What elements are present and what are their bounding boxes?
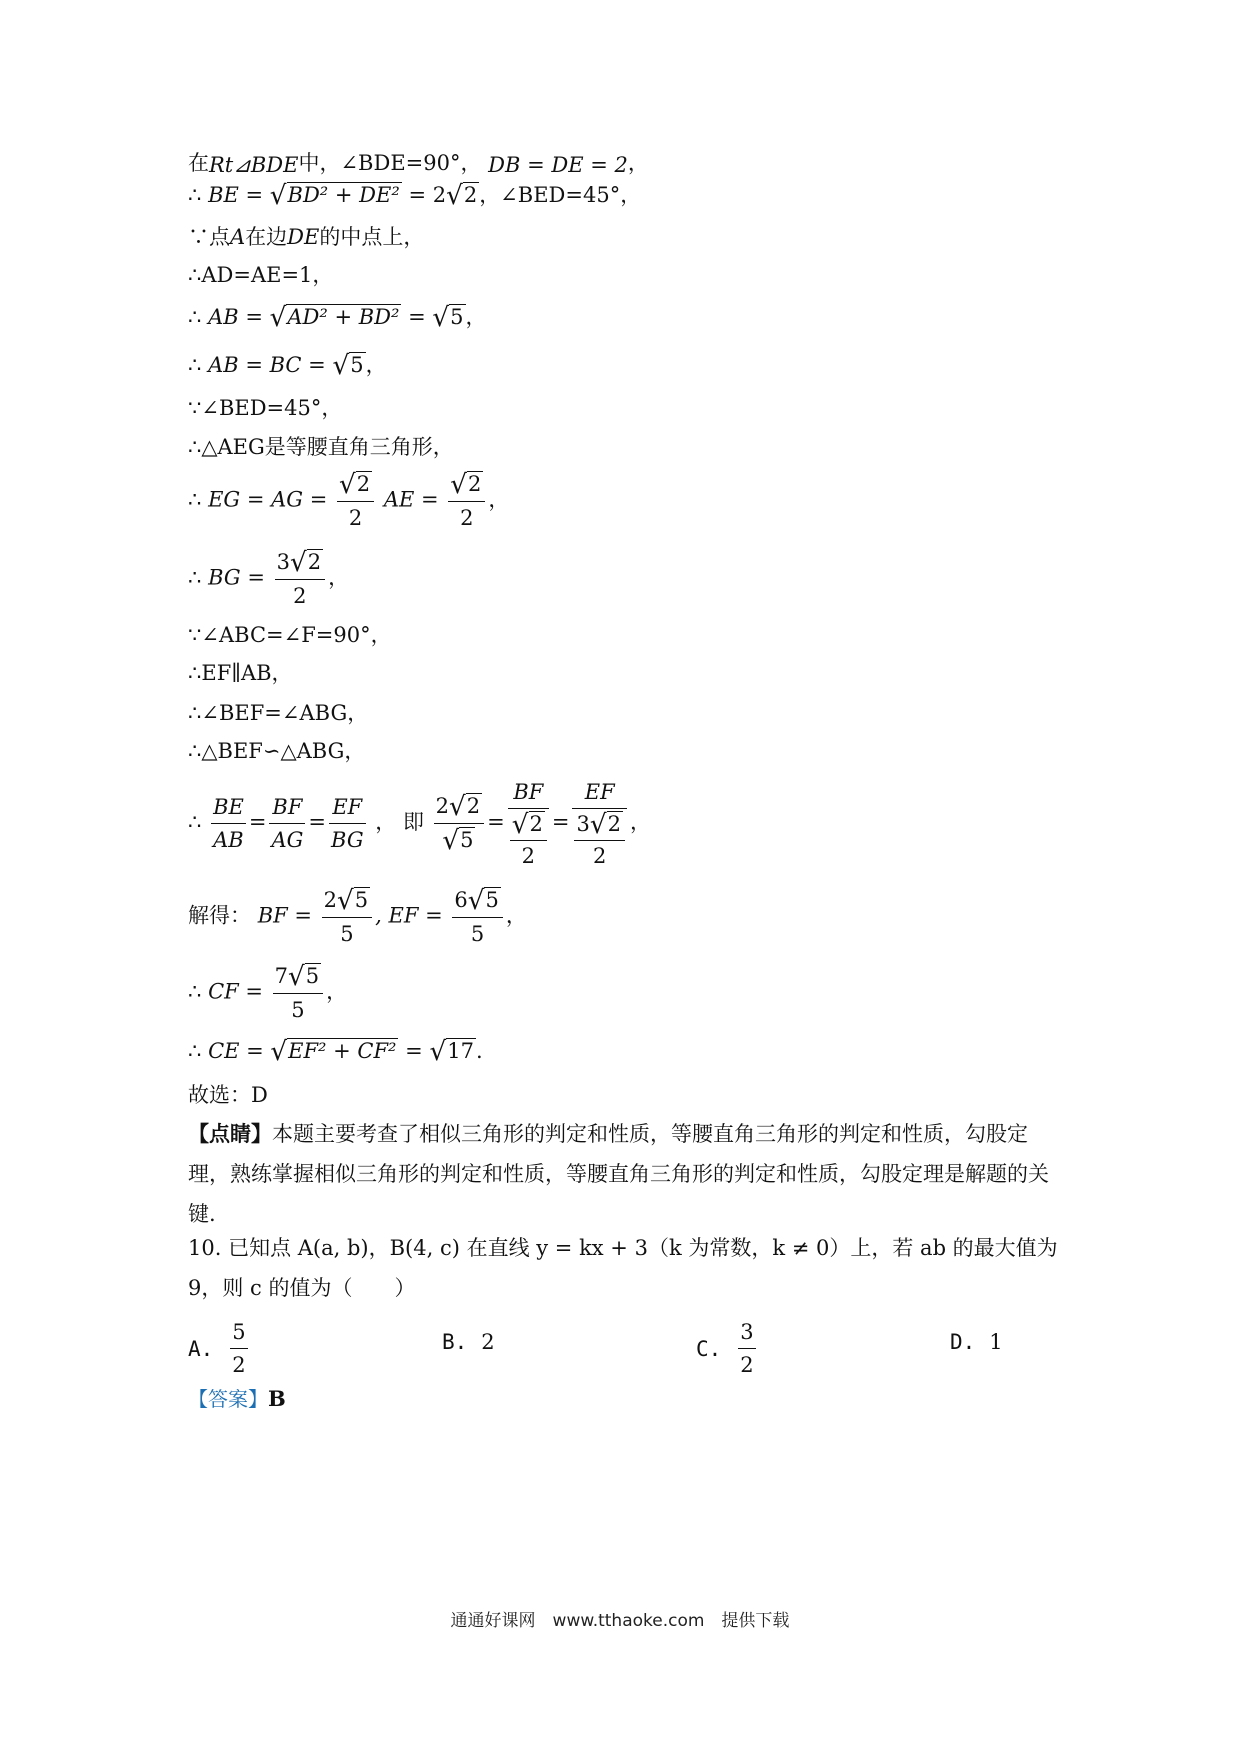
math: =: [405, 1039, 423, 1063]
commentary-tag: 【点睛】: [188, 1121, 272, 1146]
therefore-symbol: ∴: [188, 1039, 202, 1063]
option-label: C.: [696, 1336, 722, 1361]
text: ，: [460, 151, 482, 175]
math: EG = AG =: [208, 487, 328, 512]
math: A: [230, 225, 246, 249]
solution-line-5: [188, 302, 1060, 333]
question-text: 10. 已知点 A(a, b)，B(4, c) 在直线 y = kx + 3（k 为常数，k ≠ 0）上，若 ab 的最大值为 9，则 c 的值为（ ）: [188, 1236, 1058, 1300]
sqrt: √BD² + DE²: [269, 181, 400, 211]
answer-value: B: [268, 1386, 286, 1411]
fraction: $\frac{5}{2}$: [230, 1316, 247, 1381]
text: ∵∠BED=45°，: [188, 396, 343, 420]
sqrt: √5: [432, 303, 464, 333]
therefore-symbol: ∴: [188, 810, 202, 834]
math: BG =: [208, 565, 265, 590]
text: ，: [326, 979, 348, 1004]
math: , EF =: [375, 903, 443, 928]
text: ∴AD=AE=1，: [188, 263, 334, 287]
solution-line-19: [188, 1080, 1060, 1110]
math: CF =: [208, 979, 263, 1004]
radicand: BD² + DE²: [287, 183, 400, 207]
option-label: A.: [188, 1336, 214, 1361]
therefore-symbol: ∴: [188, 979, 202, 1004]
footer-text: 通通好课网 www.tthaoke.com 提供下载: [450, 1611, 790, 1631]
fraction: $\frac{2√2}{√5}$: [434, 790, 484, 857]
text: ，∠BED=45°: [479, 183, 621, 207]
text: 中，∠BDE=90°: [298, 151, 461, 175]
therefore-symbol: ∴: [188, 353, 202, 377]
solution-line-10: [188, 546, 1060, 612]
radicand: AD² + BD²: [287, 305, 400, 329]
text: 故选：D: [188, 1083, 268, 1107]
math: BF =: [257, 903, 312, 928]
solution-line-15: ∴ $\frac{BE}{AB}$ = $\frac{BF}{AG}$ = $\frac{EF}{BG}$ ， 即 $\frac{2√2}{√5}$ = $\frac{BF}{\frac{√2}{2}}$ = $\frac{EF}{\frac{3√2}{2}}$ ，: [188, 776, 1060, 871]
answer-line: [188, 1384, 1060, 1414]
solution-line-16: [188, 884, 1060, 950]
text: ∵∠ABC=∠F=90°，: [188, 623, 392, 647]
math: AB =: [208, 305, 263, 329]
fraction: $\frac{BF}{AG}$: [269, 791, 305, 856]
sqrt: √AD² + BD²: [269, 303, 400, 333]
page-footer: [0, 1606, 1240, 1631]
solution-line-7: [188, 393, 1060, 423]
radicand: EF² + CF²: [288, 1039, 397, 1063]
solution-line-3: [188, 222, 1060, 252]
option-a: [188, 1316, 251, 1381]
solution-line-2: [188, 180, 1060, 211]
text: ，: [488, 487, 510, 512]
fraction: $\frac{BE}{AB}$: [211, 791, 246, 856]
option-label: D.: [950, 1330, 976, 1354]
text: ，: [365, 353, 387, 377]
solution-line-8: [188, 432, 1060, 462]
text: ∴△AEG是等腰直角三角形，: [188, 435, 454, 459]
solution-line-12: [188, 658, 1060, 688]
text: ，: [328, 565, 350, 590]
math: AE =: [383, 487, 439, 512]
solution-line-13: [188, 698, 1060, 728]
text: 在: [188, 151, 209, 175]
math: AB = BC =: [208, 353, 326, 377]
text: ∴∠BEF=∠ABG，: [188, 701, 369, 725]
solution-line-17: [188, 960, 1060, 1026]
text: 的中点上，: [319, 225, 425, 249]
math: Rt⊿BDE: [209, 152, 299, 177]
commentary-text: 本题主要考查了相似三角形的判定和性质，等腰直角三角形的判定和性质，勾股定理，熟练掌握相似三角形的判定和性质，等腰直角三角形的判定和性质，勾股定理是解题的关键.: [188, 1122, 1049, 1226]
text: 解得：: [188, 903, 251, 928]
question-10: [188, 1228, 1060, 1308]
sqrt: √5: [332, 351, 364, 381]
text: ，: [505, 903, 527, 928]
text: ∵点: [188, 225, 230, 249]
solution-line-9: [188, 468, 1060, 534]
math: DE: [287, 225, 320, 249]
sqrt: √EF² + CF²: [270, 1037, 397, 1067]
option-label: B.: [442, 1330, 468, 1354]
text: ∴△BEF∽△ABG，: [188, 739, 366, 763]
fraction: $\frac{EF}{\frac{3√2}{2}}$: [572, 776, 626, 871]
fraction: $\frac{2√5}{5}$: [322, 884, 372, 950]
fraction: $\frac{3}{2}$: [738, 1316, 755, 1381]
commentary-paragraph: [188, 1114, 1060, 1234]
option-d: [950, 1330, 1003, 1354]
fraction: $\frac{√2}{2}$: [337, 468, 374, 534]
fraction: $\frac{3√2}{2}$: [275, 546, 325, 612]
text: .: [475, 1039, 483, 1063]
sqrt: √17: [429, 1037, 474, 1067]
text: ，: [620, 183, 642, 207]
solution-line-11: [188, 620, 1060, 650]
text: ，: [629, 810, 651, 834]
math: =: [408, 305, 426, 329]
fraction: $\frac{6√5}{5}$: [452, 884, 502, 950]
text: ∴EF∥AB，: [188, 661, 293, 685]
fraction: $\frac{7√5}{5}$: [273, 960, 323, 1026]
text: ，: [627, 151, 649, 175]
solution-line-4: [188, 260, 1060, 290]
therefore-symbol: ∴: [188, 487, 202, 512]
option-b: [442, 1330, 495, 1354]
text: ， 即: [375, 810, 424, 834]
fraction: $\frac{EF}{BG}$: [329, 791, 366, 856]
therefore-symbol: ∴: [188, 305, 202, 329]
solution-line-6: [188, 350, 1060, 381]
solution-line-14: [188, 736, 1060, 766]
math: CE =: [208, 1039, 264, 1063]
text: ，: [465, 305, 487, 329]
text: 在边: [245, 225, 288, 249]
solution-line-18: [188, 1036, 1060, 1067]
fraction: $\frac{BF}{\frac{√2}{2}}$: [508, 776, 549, 871]
sqrt: √2: [446, 181, 478, 211]
therefore-symbol: ∴: [188, 183, 202, 207]
solution-line-1: [188, 148, 1060, 180]
fraction: $\frac{√2}{2}$: [448, 468, 485, 534]
option-c: [696, 1316, 759, 1381]
math: = 2: [408, 183, 447, 207]
math: BE =: [208, 183, 264, 207]
math: DB = DE = 2: [488, 152, 628, 177]
option-value: 1: [989, 1330, 1003, 1354]
option-value: 2: [481, 1330, 495, 1354]
answer-tag: 【答案】: [188, 1387, 268, 1411]
therefore-symbol: ∴: [188, 565, 202, 590]
